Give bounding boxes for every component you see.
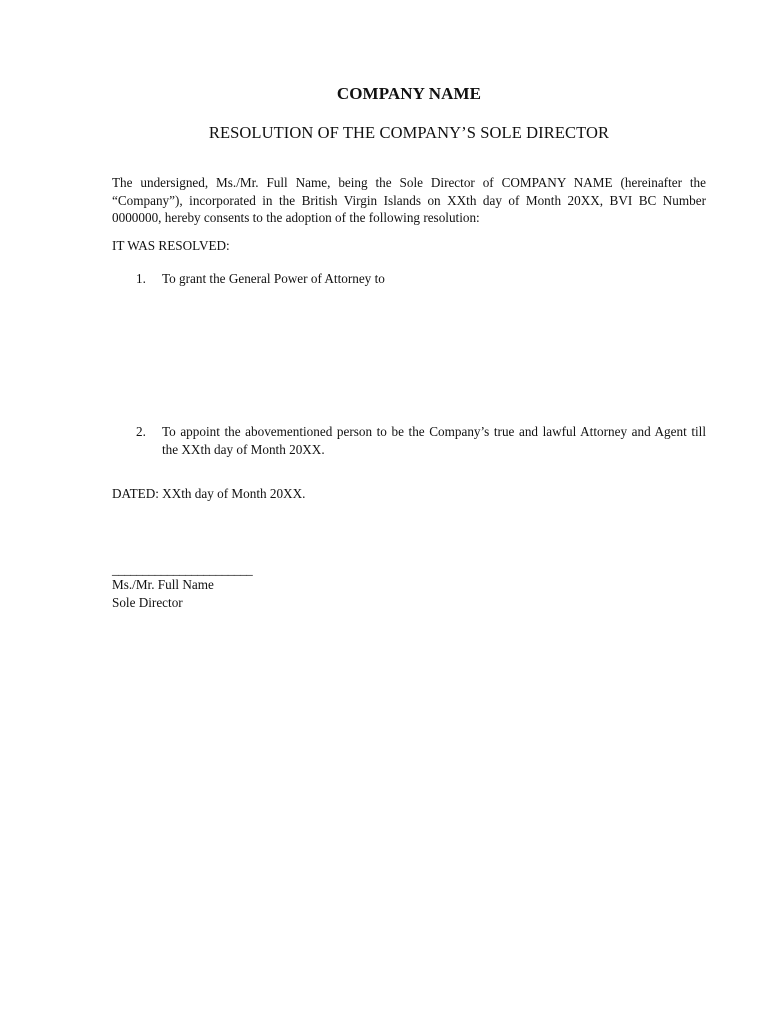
- signature-line: _______________________: [112, 562, 253, 577]
- signatory-role: Sole Director: [112, 595, 183, 610]
- resolution-item-2: [112, 423, 706, 463]
- company-name-title: COMPANY NAME: [336, 84, 482, 103]
- resolution-number: 2.: [136, 424, 146, 439]
- signatory-name: Ms./Mr. Full Name: [112, 577, 214, 592]
- resolution-text: To grant the General Power of Attorney to: [162, 271, 385, 286]
- resolution-item-1: [112, 270, 706, 290]
- resolution-number: 1.: [136, 271, 146, 286]
- resolution-subtitle: RESOLUTION OF THE COMPANY’S SOLE DIRECTOR: [208, 123, 610, 142]
- resolution-text: To appoint the abovementioned person to be the Company’s true and lawful Attorney and Agent till the XXth day of Month 20XX.: [162, 424, 706, 457]
- intro-paragraph: The undersigned, Ms./Mr. Full Name, being the Sole Director of COMPANY NAME (hereinafter the “Company”), incorporated in the British Virgin Islands on XXth day of Month 20XX, BVI BC Number 0000000, hereby consents to the adoption of the following resolution:: [112, 175, 706, 225]
- dated-line: DATED: XXth day of Month 20XX.: [112, 486, 306, 501]
- resolved-heading: IT WAS RESOLVED:: [112, 238, 230, 253]
